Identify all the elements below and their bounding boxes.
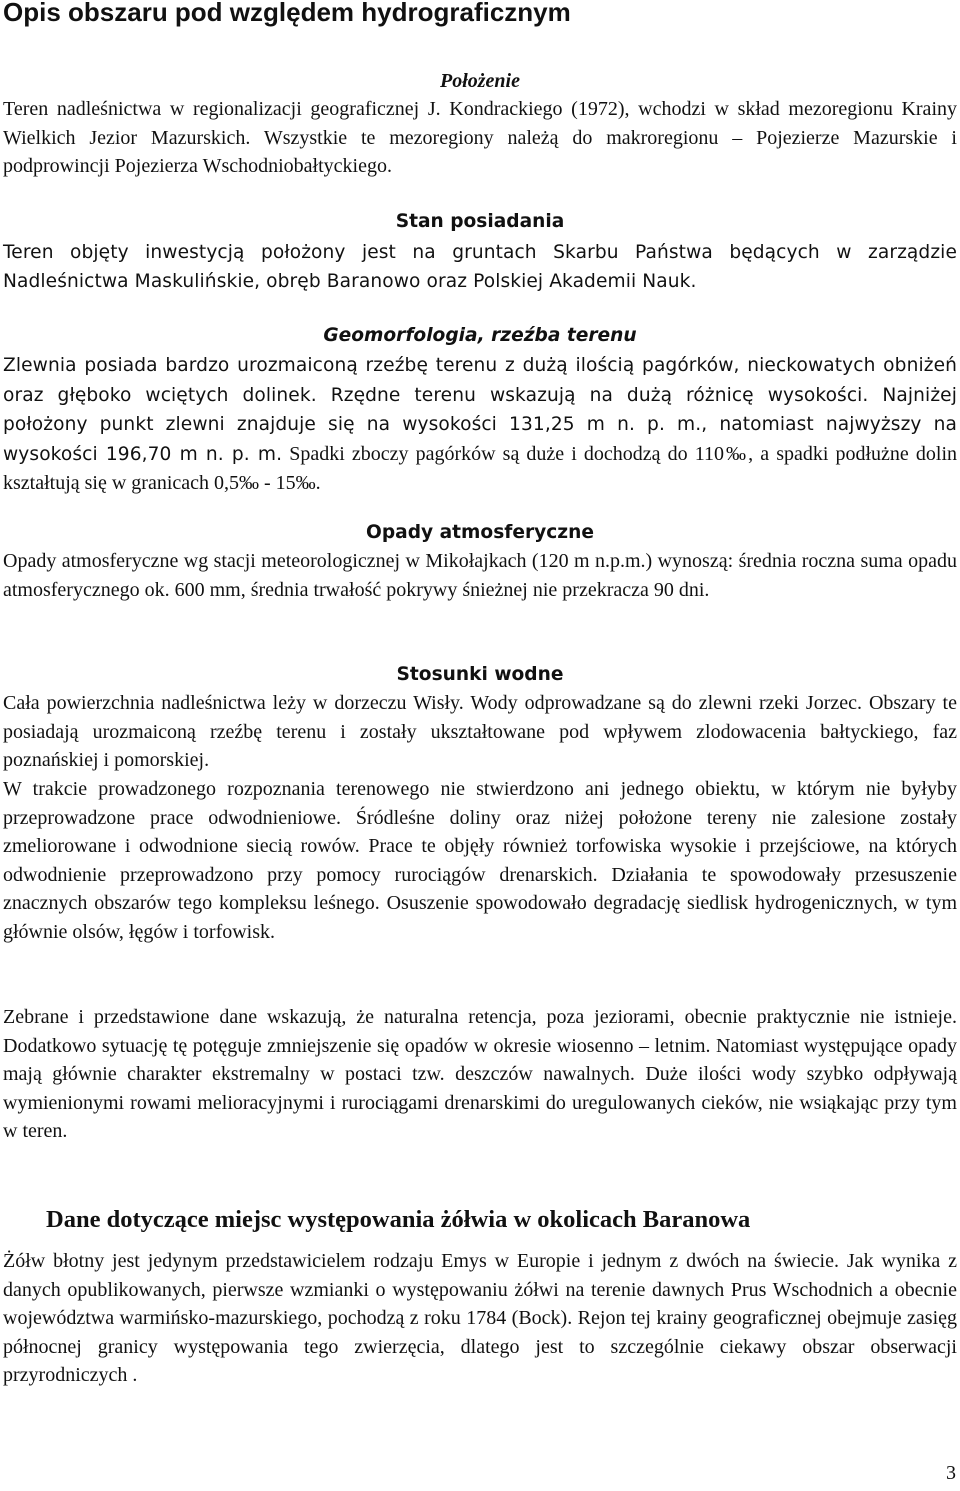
page-title: Opis obszaru pod względem hydrograficznym <box>3 0 571 27</box>
paragraph-geomorfologia <box>3 351 957 498</box>
heading-stan-posiadania: Stan posiadania <box>395 211 565 232</box>
paragraph-opady: Opady atmosferyczne wg stacji meteorologicznej w Mikołajkach (120 m n.p.m.) wynoszą: średnia roczna suma opadu atmosferycznego ok. 600 mm, średnia trwałość pokrywy śnieżnej nie przekracza 90 dni. <box>3 550 957 601</box>
geomorfologia-text-serif: Spadki zboczy pagórków są duże i dochodzą do 110‰, a spadki podłużne dolin kształtują się w granicach 0,5‰ - 15‰. <box>3 442 958 495</box>
paragraph-stan-posiadania: Teren objęty inwestycją położony jest na gruntach Skarbu Państwa będących w zarządzie Nadleśnictwa Maskulińskie, obręb Baranowo oraz Polskiej Akademii Nauk. <box>3 242 957 292</box>
heading-geomorfologia: Geomorfologia, rzeźba terenu <box>323 325 637 346</box>
paragraph-stosunki-1: Cała powierzchnia nadleśnictwa leży w dorzeczu Wisły. Wody odprowadzane są do zlewni rzeki Jorzec. Obszary te posiadają urozmaiconą rzeźbę terenu i zostały ukształtowane pod wpływem zlodowacenia bałtyckiego, faz poznańskiej i pomorskiej. <box>3 692 957 772</box>
section-heading-zolw: Dane dotyczące miejsc występowania żółwia w okolicach Baranowa <box>46 1206 751 1233</box>
paragraph-zolw: Żółw błotny jest jedynym przedstawicielem rodzaju Emys w Europie i jednym z dwóch na świecie. Jak wynika z danych opublikowanych, pierwsze wzmianki o występowaniu żółwi na terenie dawnych Prus Wschodnich a obecnie województwa warmińsko-mazurskiego, pochodzą z roku 1784 (Bock). Rejon tej krainy geograficznej obejmuje zasięg północnej granicy występowania tego zwierzęcia, dlatego jest to szczególnie ciekawy obszar obserwacji przyrodniczych . <box>3 1250 957 1387</box>
page-number: 3 <box>946 1462 956 1484</box>
paragraph-polozenie: Teren nadleśnictwa w regionalizacji geograficznej J. Kondrackiego (1972), wchodzi w skład mezoregionu Krainy Wielkich Jezior Mazurskich. Wszystkie te mezoregiony należą do makroregionu – Pojezierze Mazurskie i podprowincji Pojezierza Wschodniobałtyckiego. <box>3 98 957 178</box>
heading-polozenie: Położenie <box>440 70 520 92</box>
paragraph-stosunki-2: W trakcie prowadzonego rozpoznania terenowego nie stwierdzono ani jednego obiektu, w którym nie byłyby przeprowadzone prace odwodnieniowe. Śródleśne doliny oraz niżej położone tereny nie zalesione zostały zmeliorowane i odwodnione siecią rowów. Prace te objęły również torfowiska wysokie i przejściowe, na których odwodnienie przeprowadzono przy pomocy rurociągów drenarskich. Działania te spowodowały przesuszenie znacznych obszarów tego kompleksu leśnego. Osuszenie spowodowało degradację siedlisk hydrogenicznych, w tym głównie olsów, łęgów i torfowisk. <box>3 778 957 943</box>
heading-stosunki-wodne: Stosunki wodne <box>396 664 564 685</box>
paragraph-stosunki-3: Zebrane i przedstawione dane wskazują, że naturalna retencja, poza jeziorami, obecnie praktycznie nie istnieje. Dodatkowo sytuację tę potęguje zmniejszenie się opadów w okresie wiosenno – letnim. Natomiast występujące opady mają głównie charakter ekstremalny w postaci tzw. deszczów nawalnych. Duże ilości wody szybko odpływają wymienionymi rowami melioracyjnymi i rurociągami drenarskimi do uregulowanych cieków, nie wsiąkając przy tym w teren. <box>3 1006 957 1143</box>
heading-opady: Opady atmosferyczne <box>366 522 594 543</box>
geomorfologia-text-sans: Zlewnia posiada bardzo urozmaiconą rzeźbę terenu z dużą ilością pagórków, nieckowatych obniżeń oraz głęboko wciętych dolinek. Rzędne terenu wskazują na dużą różnicę wysokości. Najniżej położony punkt zlewni znajduje się na wysokości 131,25 m n. p. m., natomiast najwyższy na wysokości 196,70 m n. p. m. <box>3 355 957 465</box>
